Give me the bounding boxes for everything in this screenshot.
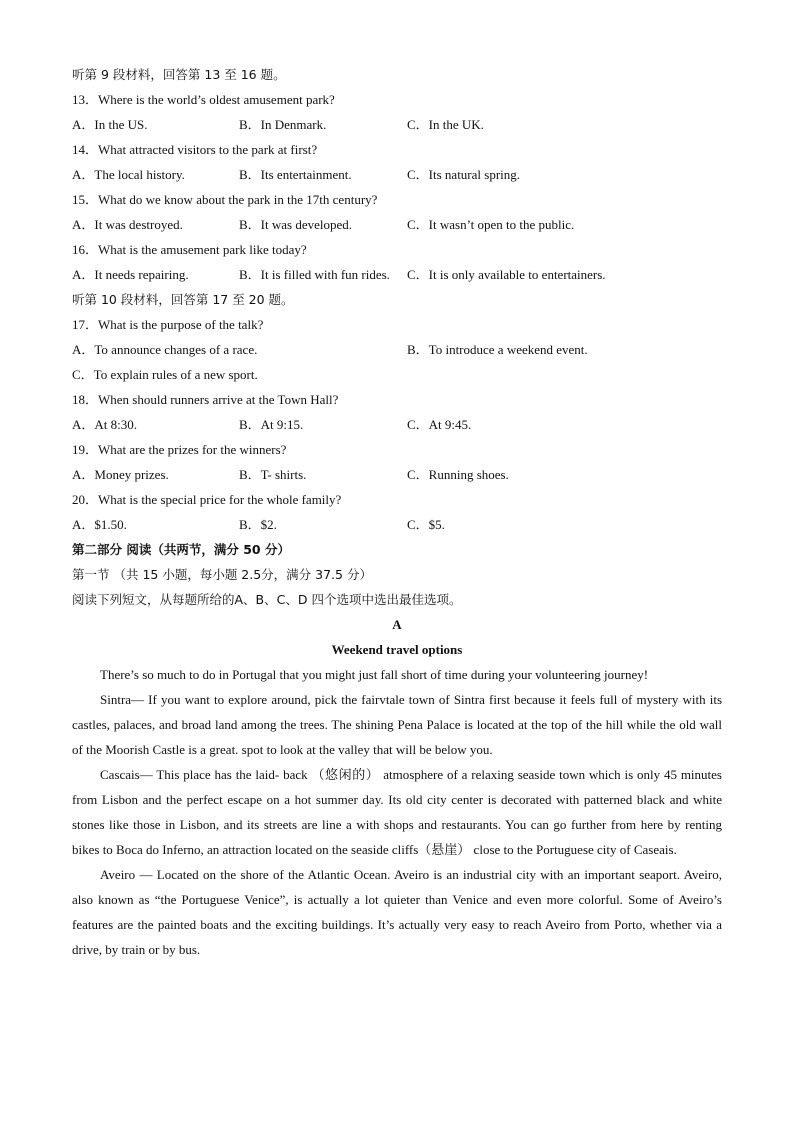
option-c: C．In the UK. [407,117,484,132]
question-19-options [72,462,722,487]
section-one-title: 第一节 （共 15 小题，每小题 2.5分，满分 37.5 分） [72,567,372,582]
option-b: B．$2. [239,517,277,532]
question-15: 15．What do we know about the park in the 17th century? [72,192,378,207]
option-a: A．Money prizes. [72,467,169,482]
option-a: A．At 8:30. [72,417,138,432]
option-a: A．In the US. [72,117,148,132]
question-16: 16．What is the amusement park like today? [72,242,307,257]
passage-intro-paragraph: There’s so much to do in Portugal that you might just fall short of time during your volunteering journey! [100,667,649,682]
question-19: 19．What are the prizes for the winners? [72,442,287,457]
question-20-options [72,512,722,537]
question-20: 20．What is the special price for the whole family? [72,492,342,507]
question-13-options [72,112,722,137]
option-b: B．In Denmark. [239,117,327,132]
part-two-title: 第二部分 阅读（共两节，满分 50 分） [72,542,290,557]
question-14: 14．What attracted visitors to the park at first? [72,142,318,157]
option-c: C．It wasn’t open to the public. [407,217,575,232]
passage-title: Weekend travel options [331,642,463,657]
section-10-intro: 听第 10 段材料，回答第 17 至 20 题。 [72,292,294,307]
question-14-options [72,162,722,187]
option-b: B．It is filled with fun rides. [239,267,390,282]
passage-letter: A [392,617,402,632]
option-b: B．To introduce a weekend event. [407,342,588,357]
question-18: 18．When should runners arrive at the Town Hall? [72,392,339,407]
option-c: C．Its natural spring. [407,167,521,182]
question-18-options [72,412,722,437]
option-b: B．At 9:15. [239,417,304,432]
question-13: 13．Where is the world’s oldest amusement park? [72,92,335,107]
option-c: C．Running shoes. [407,467,509,482]
option-a: A．It was destroyed. [72,217,183,232]
option-b: B．T- shirts. [239,467,307,482]
option-b: B．Its entertainment. [239,167,352,182]
option-c: C．To explain rules of a new sport. [72,367,258,382]
passage-aveiro-paragraph: Aveiro — Located on the shore of the Atlantic Ocean. Aveiro is an industrial city with an important seaport. Aveiro, also known as “the Portuguese Venice”, is actually a lot quieter than Venice and even more colorful. Some of Aveiro’s features are the painted boats and the exciting buildings. It’s actually very easy to reach Aveiro from Porto, whether via a drive, by train or by bus. [72,867,722,957]
option-c: C．$5. [407,517,445,532]
option-a: A．The local history. [72,167,185,182]
question-17: 17．What is the purpose of the talk? [72,317,264,332]
reading-instruction: 阅读下列短文，从每题所给的A、B、C、D 四个选项中选出最佳选项。 [72,592,462,607]
passage-cascais-paragraph: Cascais— This place has the laid- back （悠闲的） atmosphere of a relaxing seaside town which is only 45 minutes from Lisbon and the perfect escape on a hot summer day. Its old city center is decorated with patterned black and white stones like those in Lisbon, and its streets are line a with shops and restaurants. You can go further from here by renting bikes to Boca do Inferno, an attraction located on the seaside cliffs（悬崖） close to the Portuguese city of Caseais. [72,767,722,857]
option-c: C．At 9:45. [407,417,472,432]
passage-sintra-paragraph: Sintra— If you want to explore around, pick the fairvtale town of Sintra first because it feels full of mystery with its castles, palaces, and broad land among the trees. The shining Pena Palace is located at the top of the hill while the old wall of the Moorish Castle is a great. spot to look at the valley that will be below you. [72,692,722,757]
exam-page [72,62,722,962]
option-a: A．$1.50. [72,517,127,532]
section-9-intro: 听第 9 段材料，回答第 13 至 16 题。 [72,67,286,82]
option-c: C．It is only available to entertainers. [407,267,606,282]
question-15-options [72,212,722,237]
question-16-options [72,262,722,287]
option-a: A．To announce changes of a race. [72,342,258,357]
option-b: B．It was developed. [239,217,353,232]
question-17-options-row1 [72,337,722,362]
option-a: A．It needs repairing. [72,267,189,282]
